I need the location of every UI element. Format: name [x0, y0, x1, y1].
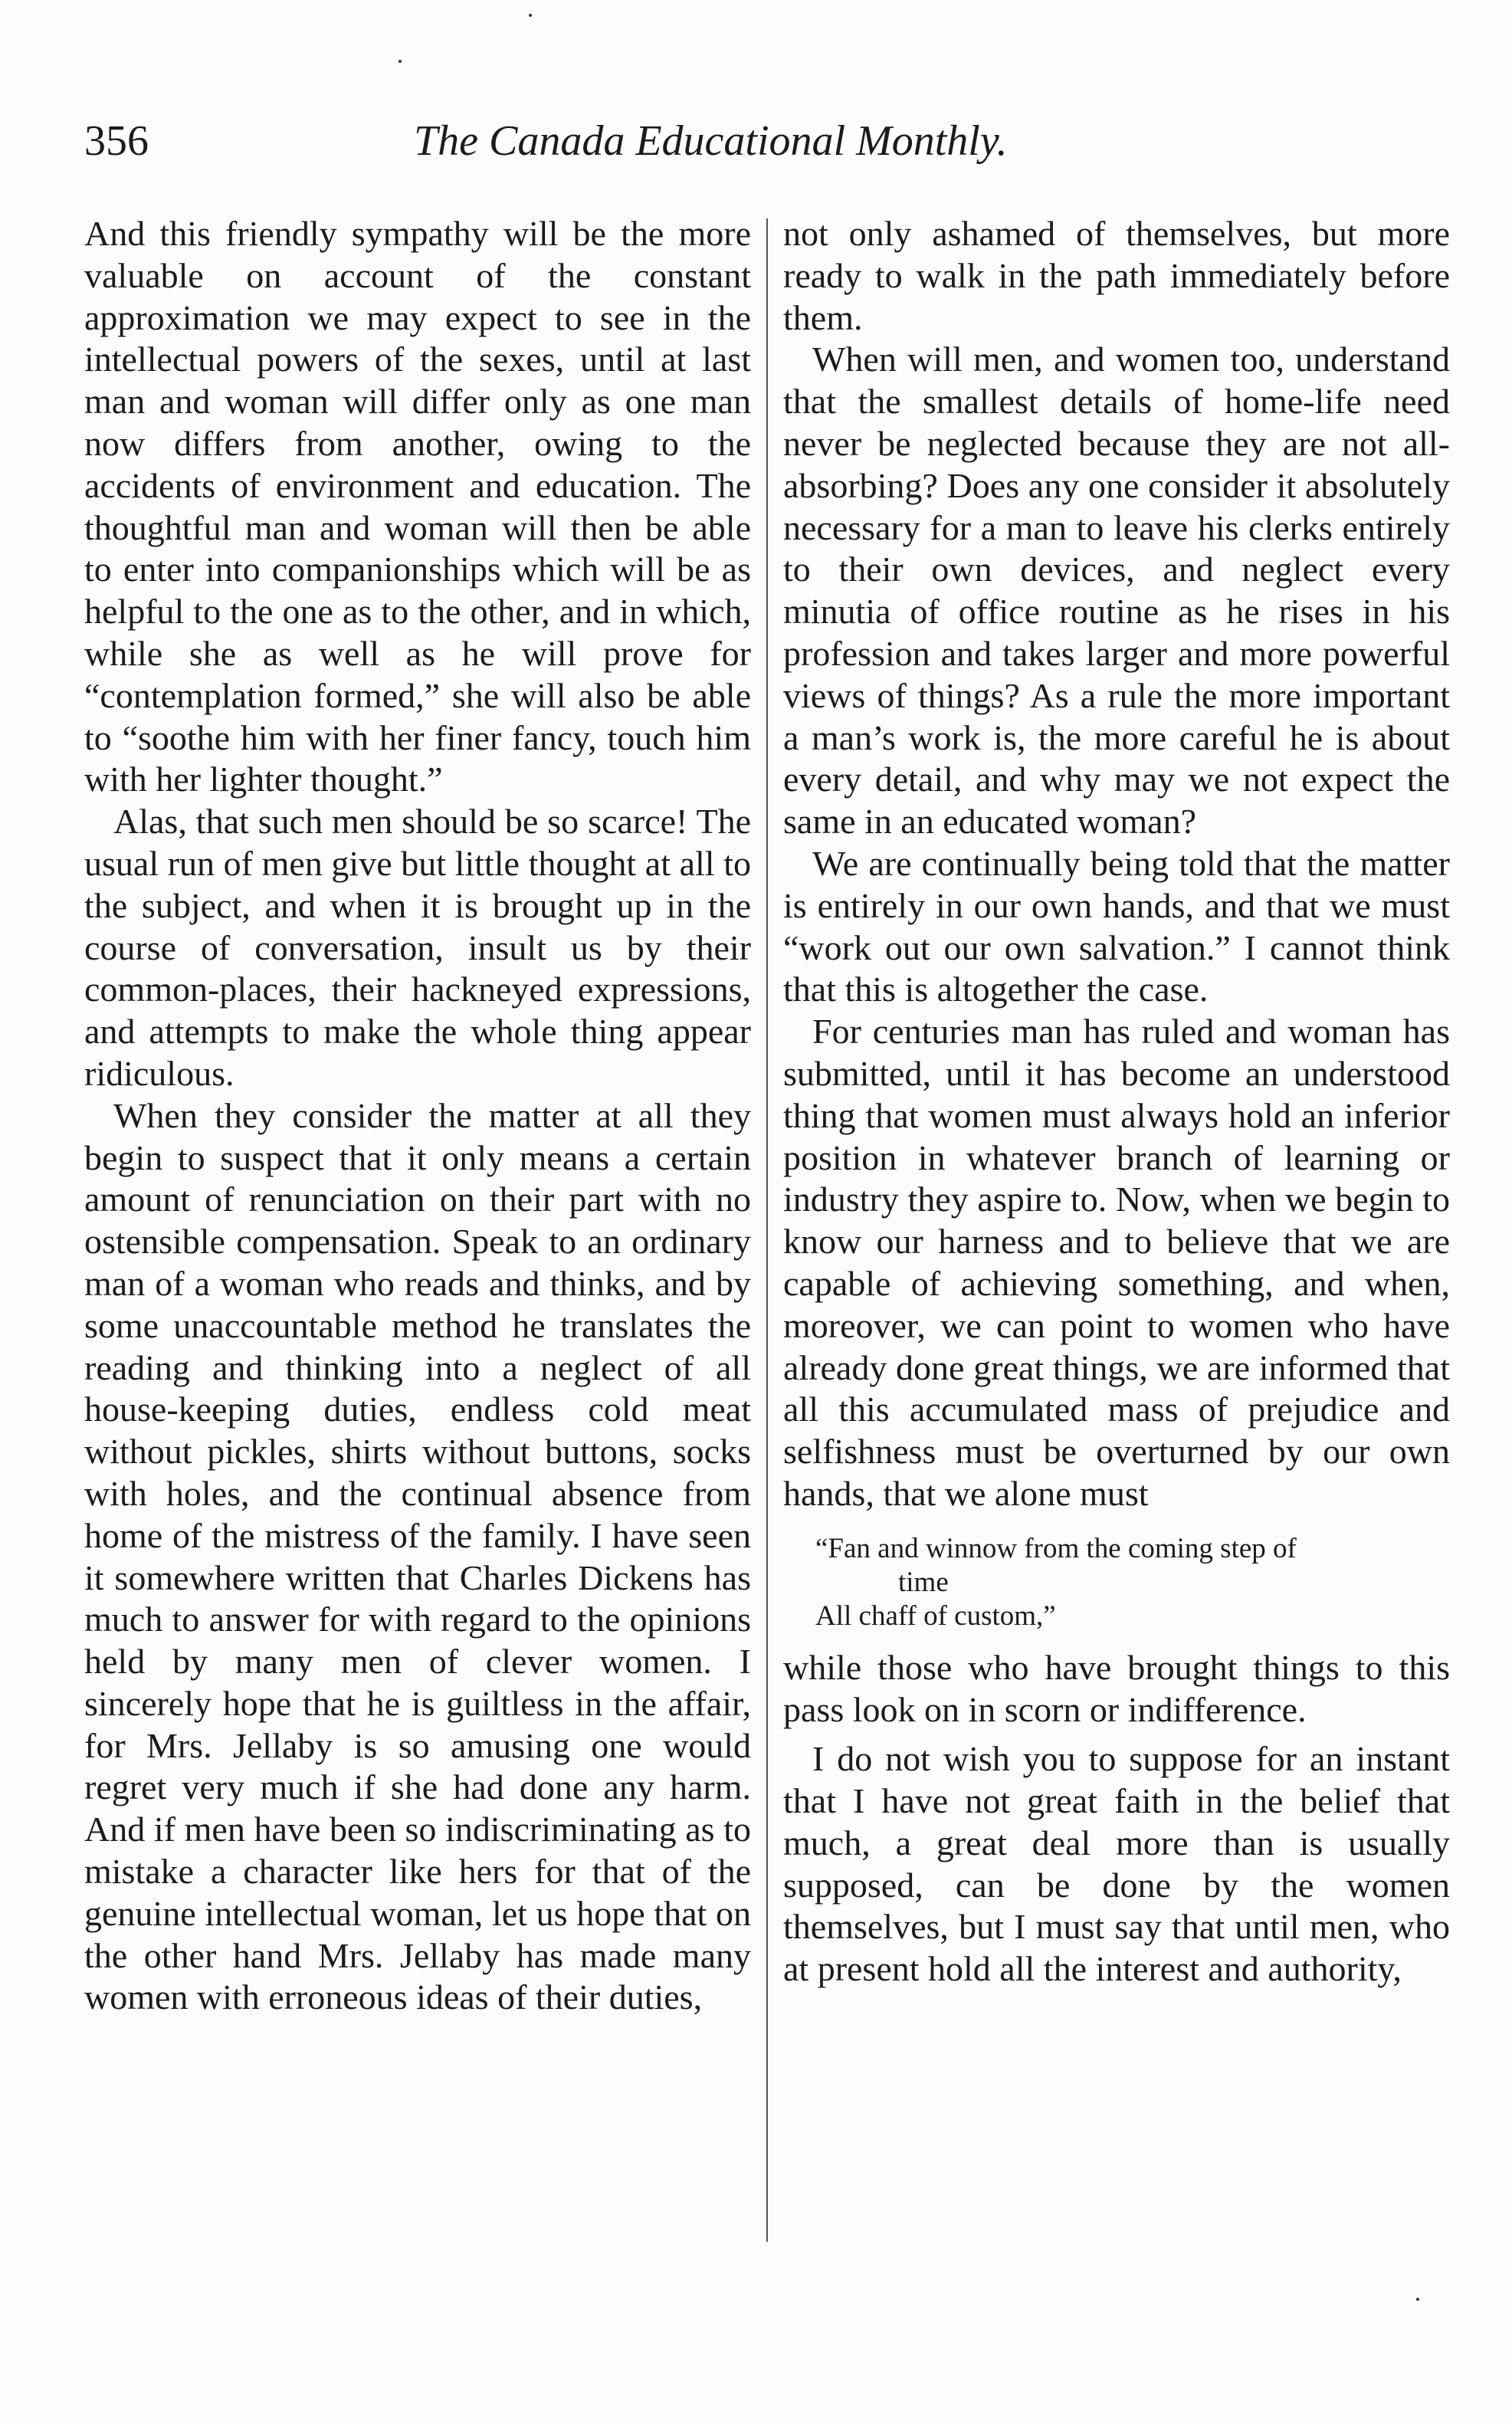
page-number: 356: [84, 117, 149, 165]
paragraph: We are continually being told that the matter is entirely in our own hands, and that we must “work out our own salvation.” I cannot think that this is altogether the case.: [783, 843, 1450, 1009]
right-column: [783, 213, 1450, 1990]
ink-speck: [1416, 2298, 1419, 2301]
paragraph: For centuries man has ruled and woman has submitted, until it has become an understood thing that women must always hold an inferior position in whatever branch of learning or industry they aspire to. Now, when we begin to know our harness and to believe that we are capable of achieving something, and when, moreover, we can point to women who have already done great things, we are informed that all this accumulated mass of prejudice and selfishness must be overturned by our own hands, that we alone must: [783, 1012, 1450, 1513]
quote-line: All chaff of custom,”: [815, 1600, 1056, 1632]
paragraph: Alas, that such men should be so scarce! The usual run of men give but little thought at all to the subject, and when it is brought up in the course of conversation, insult us by their common-places, their hackneyed expressions, and attempts to make the whole thing appear ridiculous.: [84, 802, 751, 1093]
running-title: The Canada Educational Monthly.: [414, 117, 1008, 165]
page-header: [84, 116, 1104, 178]
block-quote: [783, 1532, 1450, 1633]
ink-speck: [398, 60, 402, 63]
left-column: [84, 213, 751, 2019]
paragraph: I do not wish you to suppose for an instant that I have not great faith in the belief that much, a great deal more than is usually supposed, can be done by the women themselves, but I must say that until men, who at present hold all the interest and authority,: [783, 1739, 1450, 1989]
paragraph-after-quote: while those who have brought things to this pass look on in scorn or indifference.: [783, 1647, 1450, 1729]
paragraph: And this friendly sympathy will be the more valuable on account of the constant approximation we may expect to see in the intellectual powers of the sexes, until at last man and woman will differ only as one man now differs from another, owing to the accidents of environment and education. The thoughtful man and woman will then be able to enter into companionships which will be as helpful to the one as to the other, and in which, while she as well as he will prove for “contemplation formed,” she will also be able to “soothe him with her finer fancy, touch him with her lighter thought.”: [84, 214, 751, 799]
quote-line-wrap: time: [898, 1566, 949, 1598]
quote-line: “Fan and winnow from the coming step of: [815, 1532, 1297, 1564]
column-divider: [766, 218, 768, 2242]
paragraph: When will men, and women too, understand that the smallest details of home-life need never be neglected because they are not all-absorbing? Does any one consider it absolutely necessary for a man to leave his clerks entirely to their own devices, and neglect every minutia of office routine as he rises in his profession and takes larger and more powerful views of things? As a rule the more important a man’s work is, the more careful he is about every detail, and why may we not expect the same in an educated woman?: [783, 340, 1450, 842]
paragraph-continuation: not only ashamed of themselves, but more ready to walk in the path immediately before them.: [783, 214, 1450, 337]
ink-speck: [529, 14, 532, 17]
paragraph: When they consider the matter at all they begin to suspect that it only means a certain amount of renunciation on their part with no ostensible compensation. Speak to an ordinary man of a woman who reads and thinks, and by some unaccountable method he translates the reading and thinking into a neglect of all house-keeping duties, endless cold meat without pickles, shirts without buttons, socks with holes, and the continual absence from home of the mistress of the family. I have seen it somewhere written that Charles Dickens has much to answer for with regard to the opinions held by many men of clever women. I sincerely hope that he is guiltless in the affair, for Mrs. Jellaby is so amusing one would regret very much if she had done any harm. And if men have been so indiscriminating as to mistake a character like hers for that of the genuine intellectual woman, let us hope that on the other hand Mrs. Jellaby has made many women with erroneous ideas of their duties,: [84, 1095, 751, 2017]
